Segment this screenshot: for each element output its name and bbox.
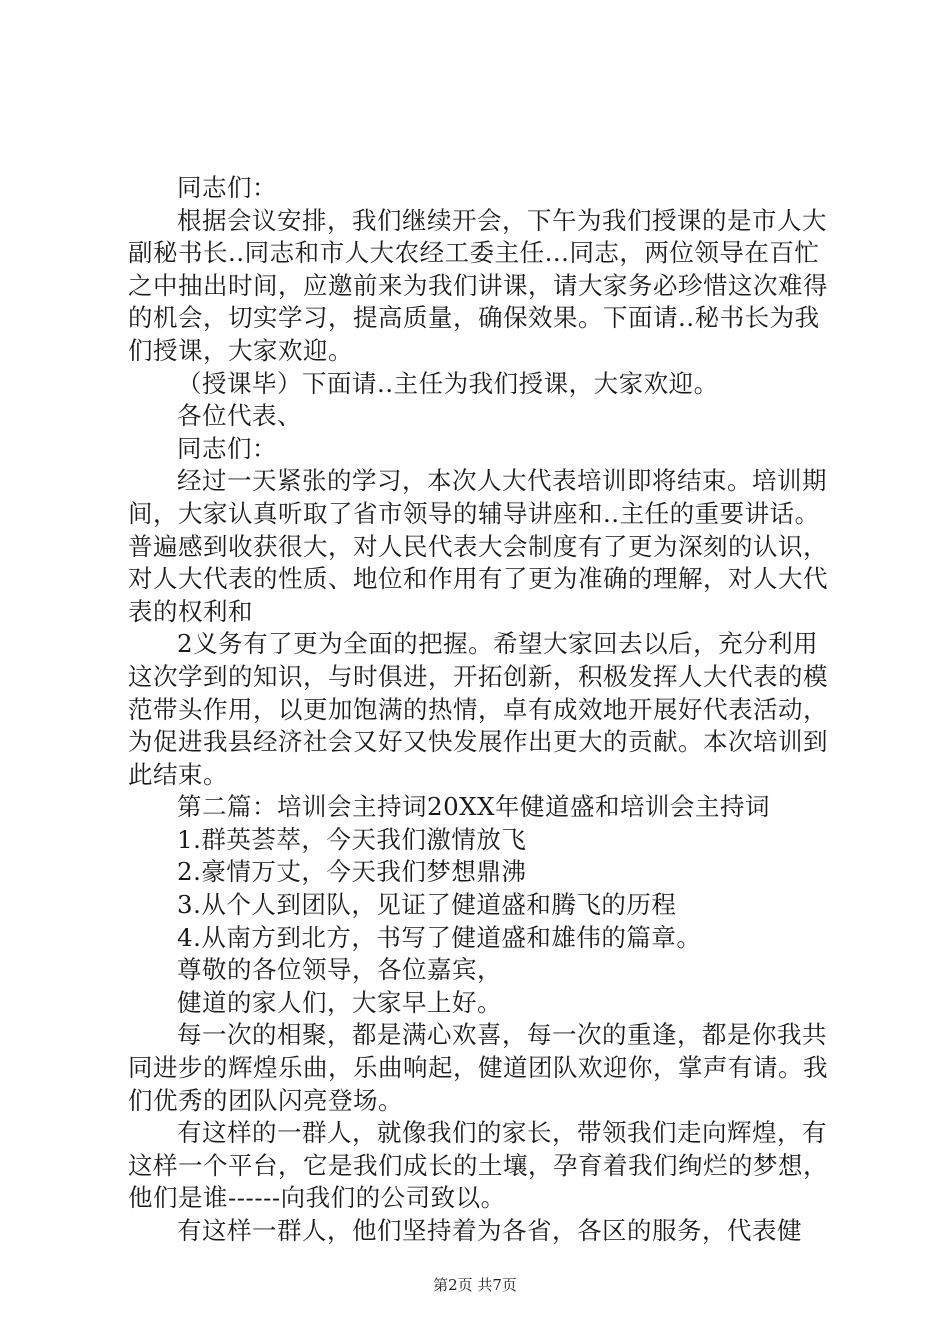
paragraph-training-closing: 2义务有了更为全面的把握。希望大家回去以后，充分利用这次学到的知识，与时俱进，开拓创新，积极发挥人大代表的模范带头作用，以更加饱满的热情，卓有成效地开展好代表活动，为促进我县经济社会又好又快发展作出更大的贡献。本次培训到此结束。 — [128, 629, 828, 789]
paragraph-greeting-guests: 尊敬的各位领导，各位嘉宾， — [177, 955, 502, 985]
list-item-1: 1.群英荟萃，今天我们激情放飞 — [177, 824, 527, 854]
paragraph-gathering: 每一次的相聚，都是满心欢喜，每一次的重逢，都是你我共同进步的辉煌乐曲，乐曲响起，健道团队欢迎你，掌声有请。我们优秀的团队闪亮登场。 — [128, 1020, 828, 1115]
paragraph-after-lecture: （授课毕）下面请..主任为我们授课，大家欢迎。 — [177, 368, 719, 398]
section-heading-part-two: 第二篇：培训会主持词20XX年健道盛和培训会主持词 — [177, 792, 771, 822]
paragraph-salutation-3: 同志们： — [177, 433, 277, 463]
list-item-4: 4.从南方到北方，书写了健道盛和雄伟的篇章。 — [177, 922, 702, 952]
document-body — [128, 172, 840, 1248]
paragraph-salutation-2: 各位代表、 — [177, 401, 302, 431]
list-item-3: 3.从个人到团队，见证了健道盛和腾飞的历程 — [177, 890, 677, 920]
list-item-2: 2.豪情万丈，今天我们梦想鼎沸 — [177, 857, 527, 887]
paragraph-service: 有这样一群人，他们坚持着为各省，各区的服务，代表健 — [177, 1216, 802, 1245]
paragraph-training-summary: 经过一天紧张的学习，本次人大代表培训即将结束。培训期间，大家认真听取了省市领导的辅导讲座和..主任的重要讲话。普遍感到收获很大，对人民代表大会制度有了更为深刻的认识，对人大代表的性质、地位和作用有了更为准确的理解，对人大代表的权利和 — [128, 466, 828, 626]
page-number-footer: 第2页 共7页 — [433, 1276, 517, 1294]
paragraph-greeting-family: 健道的家人们，大家早上好。 — [177, 987, 502, 1017]
paragraph-salutation-1: 同志们： — [177, 173, 277, 202]
paragraph-course-arrangement: 根据会议安排，我们继续开会，下午为我们授课的是市人大副秘书长..同志和市人大农经工委主任...同志，两位领导在百忙之中抽出时间，应邀前来为我们讲课，请大家务必珍惜这次难得的机会，切实学习，提高质量，确保效果。下面请..秘书长为我们授课，大家欢迎。 — [128, 205, 828, 365]
paragraph-group-of-people: 有这样的一群人，就像我们的家长，带领我们走向辉煌，有这样一个平台，它是我们成长的土壤，孕育着我们绚烂的梦想，他们是谁------向我们的公司致以。 — [128, 1118, 828, 1213]
